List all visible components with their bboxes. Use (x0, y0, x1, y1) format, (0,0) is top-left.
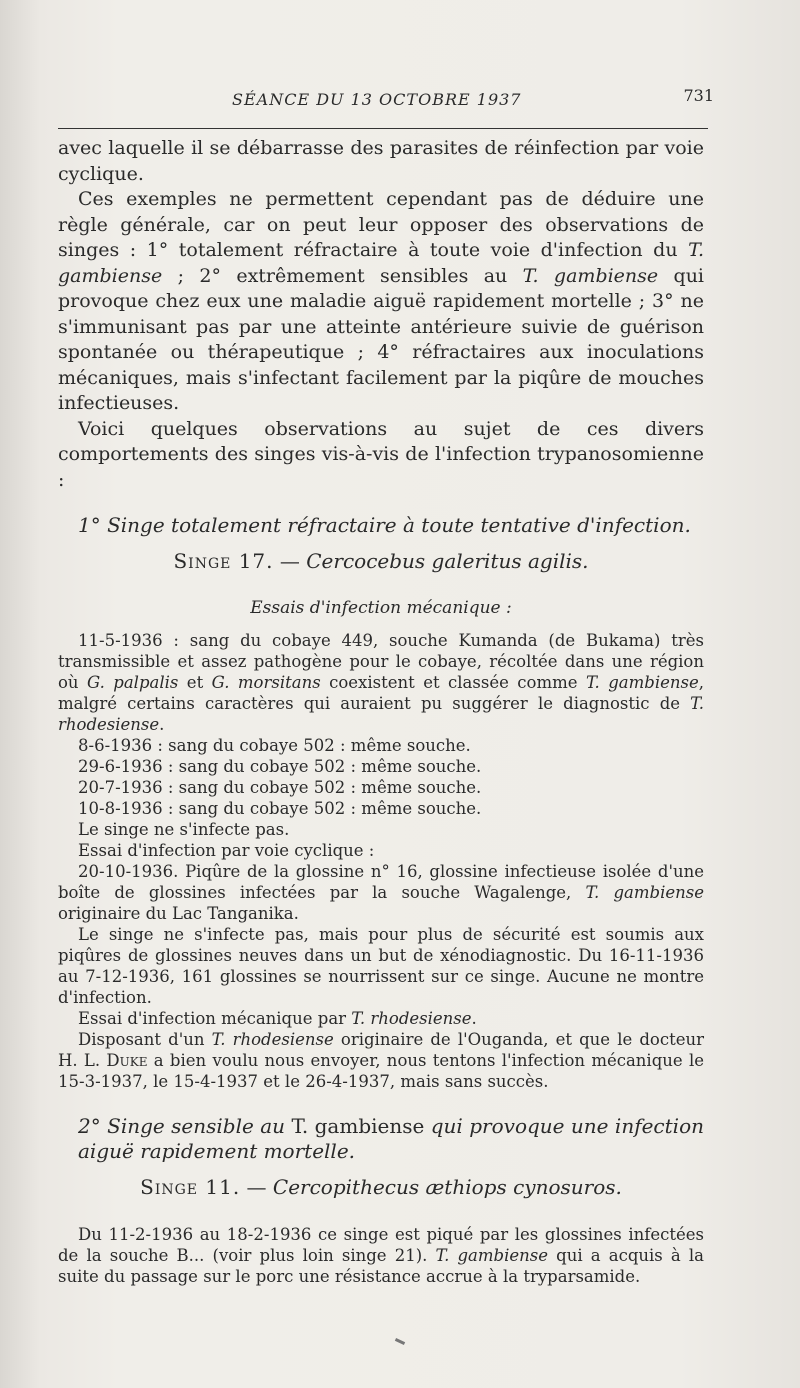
entry-10-8-1936: 10-8-1936 : sang du cobaye 502 : même souche. (78, 798, 482, 818)
entry-xenodiagnostic: Le singe ne s'infecte pas, mais pour plus de sécurité est soumis aux piqûres de glossines neuves dans un but de xénodiagnostic. Du 16-11-1936 au 7-12-1936, 161 glossines se nourrissent sur ce singe. Aucune ne montre d'infection. (58, 924, 704, 1007)
page-number: 731 (683, 86, 714, 105)
entry-cyclic-trial: Essai d'infection par voie cyclique : (78, 840, 375, 860)
entry-rhodesiense-trial: Essai d'infection mécanique par T. rhodesiense. (78, 1008, 477, 1028)
entry-11-2-1936: Du 11-2-1936 au 18-2-1936 ce singe est piqué par les glossines infectées de la souche B... (voir plus loin singe 21). T. gambiense qui a acquis à la suite du passage sur le porc une résistance accrue à la tryparsamide. (58, 1225, 704, 1286)
page-header (0, 86, 800, 122)
entry-8-6-1936: 8-6-1936 : sang du cobaye 502 : même souche. (78, 735, 471, 755)
entry-11-5-1936: 11-5-1936 : sang du cobaye 449, souche Kumanda (de Bukama) très transmissible et assez pathogène pour le cobaye, récoltée dans une région où G. palpalis et G. morsitans coexistent et classée comme T. gambiense, malgré certains caractères qui auraient pu suggérer le diagnostic de T. rhodesiense. (58, 630, 704, 734)
entry-20-7-1936: 20-7-1936 : sang du cobaye 502 : même souche. (78, 777, 482, 797)
subject-heading-singe-17: Singe 17. — Cercocebus galeritus agilis. (173, 548, 589, 573)
paragraph-intro: Voici quelques observations au sujet de ces divers comportements des singes vis-à-vis de l'infection trypanosomienne : (58, 417, 704, 491)
observation-entries (58, 630, 704, 1092)
paper-speck (395, 1338, 405, 1345)
entry-20-10-1936: 20-10-1936. Piqûre de la glossine n° 16, glossine infectieuse isolée d'une boîte de glossines infectées par la souche Wagalenge, T. gambiense originaire du Lac Tanganika. (58, 861, 704, 923)
entry-uganda-strain: Disposant d'un T. rhodesiense originaire de l'Ouganda, et que le docteur H. L. Duke a bien voulu nous envoyer, nous tentons l'infection mécanique le 15-3-1937, le 15-4-1937 et le 26-4-1937, mais sans succès. (58, 1029, 705, 1091)
paragraph-observations: Ces exemples ne permettent cependant pas de déduire une règle générale, car on peut leur opposer des observations de singes : 1° totalement réfractaire à toute voie d'infection du T. gambiense ; 2° extrêmement sensibles au T. gambiense qui provoque chez eux une maladie aiguë rapidement mortelle ; 3° ne s'immunisant pas par une atteinte antérieure suivie de guérison spontanée ou thérapeutique ; 4° réfractaires aux inoculations mécaniques, mais s'infectant facilement par la piqûre de mouches infectieuses. (58, 188, 705, 414)
paragraph-continuation: avec laquelle il se débarrasse des parasites de réinfection par voie cyclique. (58, 137, 704, 185)
entry-no-infection: Le singe ne s'infecte pas. (78, 819, 290, 839)
observation-singe-11 (58, 1224, 704, 1287)
running-title: SÉANCE DU 13 OCTOBRE 1937 (232, 90, 522, 109)
entry-29-6-1936: 29-6-1936 : sang du cobaye 502 : même souche. (78, 756, 482, 776)
section-heading-2: 2° Singe sensible au T. gambiense qui provoque une infection aiguë rapidement mortelle. (78, 1113, 704, 1163)
subhead-mechanical-infection: Essais d'infection mécanique : (250, 598, 512, 618)
subject-heading-singe-11: Singe 11. — Cercopithecus æthiops cynosuros. (140, 1174, 622, 1199)
header-rule (58, 128, 708, 129)
section-heading-1: 1° Singe totalement réfractaire à toute tentative d'infection. (78, 513, 691, 537)
page-content (58, 136, 704, 1287)
